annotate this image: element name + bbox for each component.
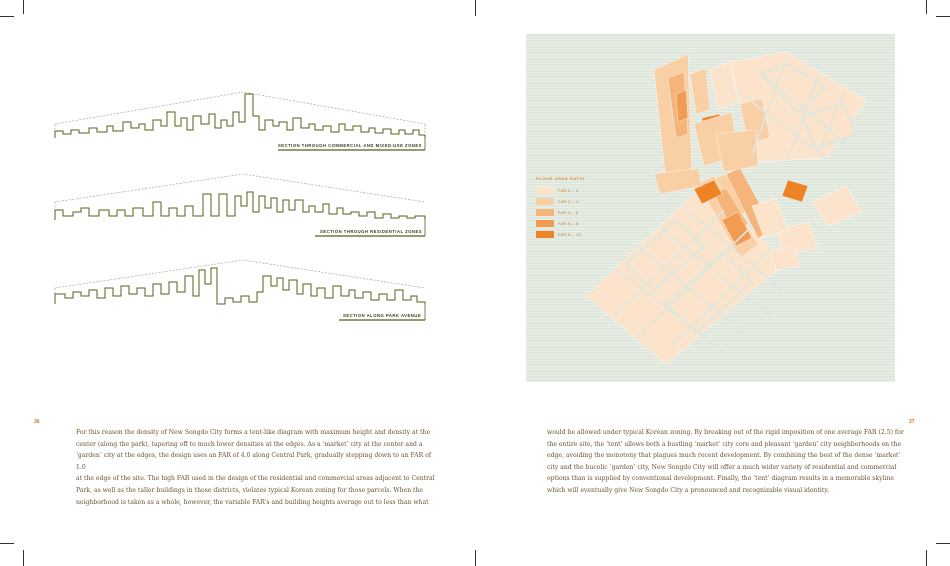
far-legend — [536, 176, 606, 241]
section-diagram-park-avenue — [53, 256, 428, 326]
legend-label: FAR 4 – 6 — [558, 210, 579, 215]
page-number-right: 37 — [909, 419, 915, 425]
crop-mark — [23, 550, 24, 566]
legend-swatch — [536, 220, 554, 227]
map-blocks — [586, 52, 866, 364]
crop-mark — [936, 16, 950, 17]
crop-mark — [0, 16, 14, 17]
text-line: would be allowed under typical Korean zoning. By breaking out of the rigid imposition of one average FAR (2.5) for — [547, 429, 904, 436]
legend-swatch — [536, 231, 554, 238]
legend-swatch — [536, 187, 554, 194]
text-line: options than is supplied by conventional development. Finally, the ‘tent’ diagram results in a memorable skyline — [547, 475, 894, 483]
body-text-right — [547, 427, 907, 497]
crop-mark — [23, 0, 24, 14]
text-line: ‘garden’ city at the edges, the design uses an FAR of 4.0 along Central Park, gradually stepping down to an FAR of 1.0 — [76, 452, 432, 471]
crop-mark — [926, 550, 927, 566]
legend-item — [536, 197, 606, 206]
crop-mark — [475, 550, 476, 566]
legend-item — [536, 208, 606, 217]
text-line: Park, as well as the taller buildings in those districts, violates typical Korean zoning for those parcels. When the — [76, 486, 424, 494]
text-line: edge, avoiding the monotony that plagues much recent development. By combining the best of the dense ‘market’ — [547, 452, 901, 460]
legend-title: FLOOR AREA RATIO — [536, 176, 586, 181]
legend-label: FAR 2 – 4 — [558, 199, 579, 204]
crop-mark — [475, 0, 476, 16]
crop-mark — [926, 0, 927, 14]
legend-item — [536, 186, 606, 195]
text-line: neighborhood is taken as a whole, however, the variable FAR’s and building heights average out to less than what — [76, 498, 429, 506]
legend-item — [536, 219, 606, 228]
section-caption: SECTION THROUGH COMMERCIAL AND MIXED-USE ZONES — [278, 143, 422, 148]
legend-item — [536, 230, 606, 239]
legend-swatch — [536, 198, 554, 205]
legend-label: FAR 6 – 8 — [558, 221, 579, 226]
text-line: at the edge of the site. The high FAR used in the design of the residential and commercial areas adjacent to Central — [76, 475, 435, 483]
text-line: For this reason the density of New Songdo City forms a tent-like diagram with maximum height and density at the — [76, 429, 431, 436]
section-caption: SECTION THROUGH RESIDENTIAL ZONES — [320, 229, 423, 234]
section-diagram-residential — [53, 172, 428, 242]
legend-swatch — [536, 209, 554, 216]
legend-label: FAR 0 – 2 — [558, 188, 579, 193]
section-caption: SECTION ALONG PARK AVENUE — [343, 313, 422, 318]
body-text-left — [76, 427, 436, 508]
section-diagram-commercial — [53, 86, 428, 156]
text-line: city and the bucolic ‘garden’ city, New Songdo City will offer a much wider variety of residential and commercial — [547, 463, 897, 471]
crop-mark — [936, 543, 950, 544]
text-line: the entire site, the ‘tent’ allows both a bustling ‘market’ city core and pleasant ‘garden’ city neighborhoods on the — [547, 440, 902, 448]
crop-mark — [0, 543, 14, 544]
text-line: center (along the park), tapering off to much lower densities at the edges. As a ‘market’ city at the center and a — [76, 440, 423, 448]
page-number-left: 36 — [34, 419, 40, 425]
legend-label: FAR 8 – 10 — [558, 232, 582, 237]
text-line: which will eventually give New Songdo City a pronounced and recognizable visual identity. — [547, 486, 829, 494]
